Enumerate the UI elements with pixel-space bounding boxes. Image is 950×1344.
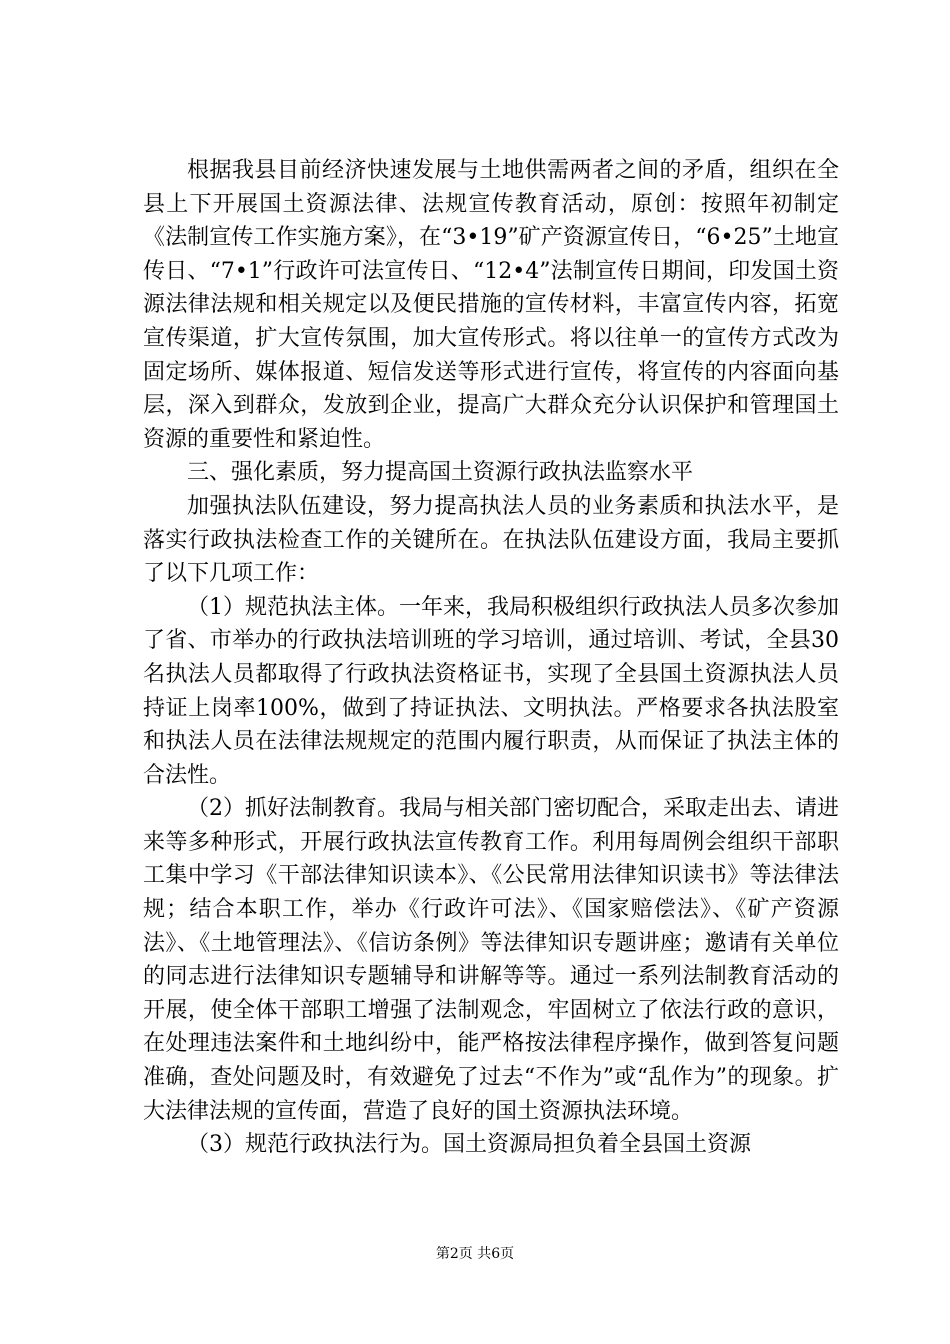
paragraph-team-building: 加强执法队伍建设，努力提高执法人员的业务素质和执法水平，是落实行政执法检查工作的关键所在。在执法队伍建设方面，我局主要抓了以下几项工作： [143,493,839,587]
section-heading-3: 三、强化素质，努力提高国土资源行政执法监察水平 [187,460,694,486]
paragraph-publicity: 根据我县目前经济快速发展与土地供需两者之间的矛盾，组织在全县上下开展国土资源法律、法规宣传教育活动，原创：按照年初制定《法制宣传工作实施方案》，在“3•19”矿产资源宣传日，“6•25”土地宣传日、“7•1”行政许可法宣传日、“12•4”法制宣传日期间，印发国土资源法律法规和相关规定以及便民措施的宣传材料，丰富宣传内容，拓宽宣传渠道，扩大宣传氛围，加大宣传形式。将以往单一的宣传方式改为固定场所、媒体报道、短信发送等形式进行宣传，将宣传的内容面向基层，深入到群众，发放到企业，提高广大群众充分认识保护和管理国土资源的重要性和紧迫性。 [143,158,839,452]
paragraph-item-1: （1）规范执法主体。一年来，我局积极组织行政执法人员多次参加了省、市举办的行政执法培训班的学习培训，通过培训、考试，全县30名执法人员都取得了行政执法资格证书，实现了全县国土资源执法人员持证上岗率100%，做到了持证执法、文明执法。严格要求各执法股室和执法人员在法律法规规定的范围内履行职责，从而保证了执法主体的合法性。 [143,594,839,788]
page-footer: 第2页 共6页 [435,1246,515,1262]
document-body [143,154,839,1162]
paragraph-item-3: （3）规范行政执法行为。国土资源局担负着全县国土资源 [187,1132,751,1158]
paragraph-item-2: （2）抓好法制教育。我局与相关部门密切配合，采取走出去、请进来等多种形式，开展行政执法宣传教育工作。利用每周例会组织干部职工集中学习《干部法律知识读本》、《公民常用法律知识读书》等法律法规；结合本职工作，举办《行政许可法》、《国家赔偿法》、《矿产资源法》、《土地管理法》、《信访条例》等法律知识专题讲座；邀请有关单位的同志进行法律知识专题辅导和讲解等等。通过一系列法制教育活动的开展，使全体干部职工增强了法制观念，牢固树立了依法行政的意识，在处理违法案件和土地纠纷中，能严格按法律程序操作，做到答复问题准确，查处问题及时，有效避免了过去“不作为”或“乱作为”的现象。扩大法律法规的宣传面，营造了良好的国土资源执法环境。 [143,796,839,1124]
